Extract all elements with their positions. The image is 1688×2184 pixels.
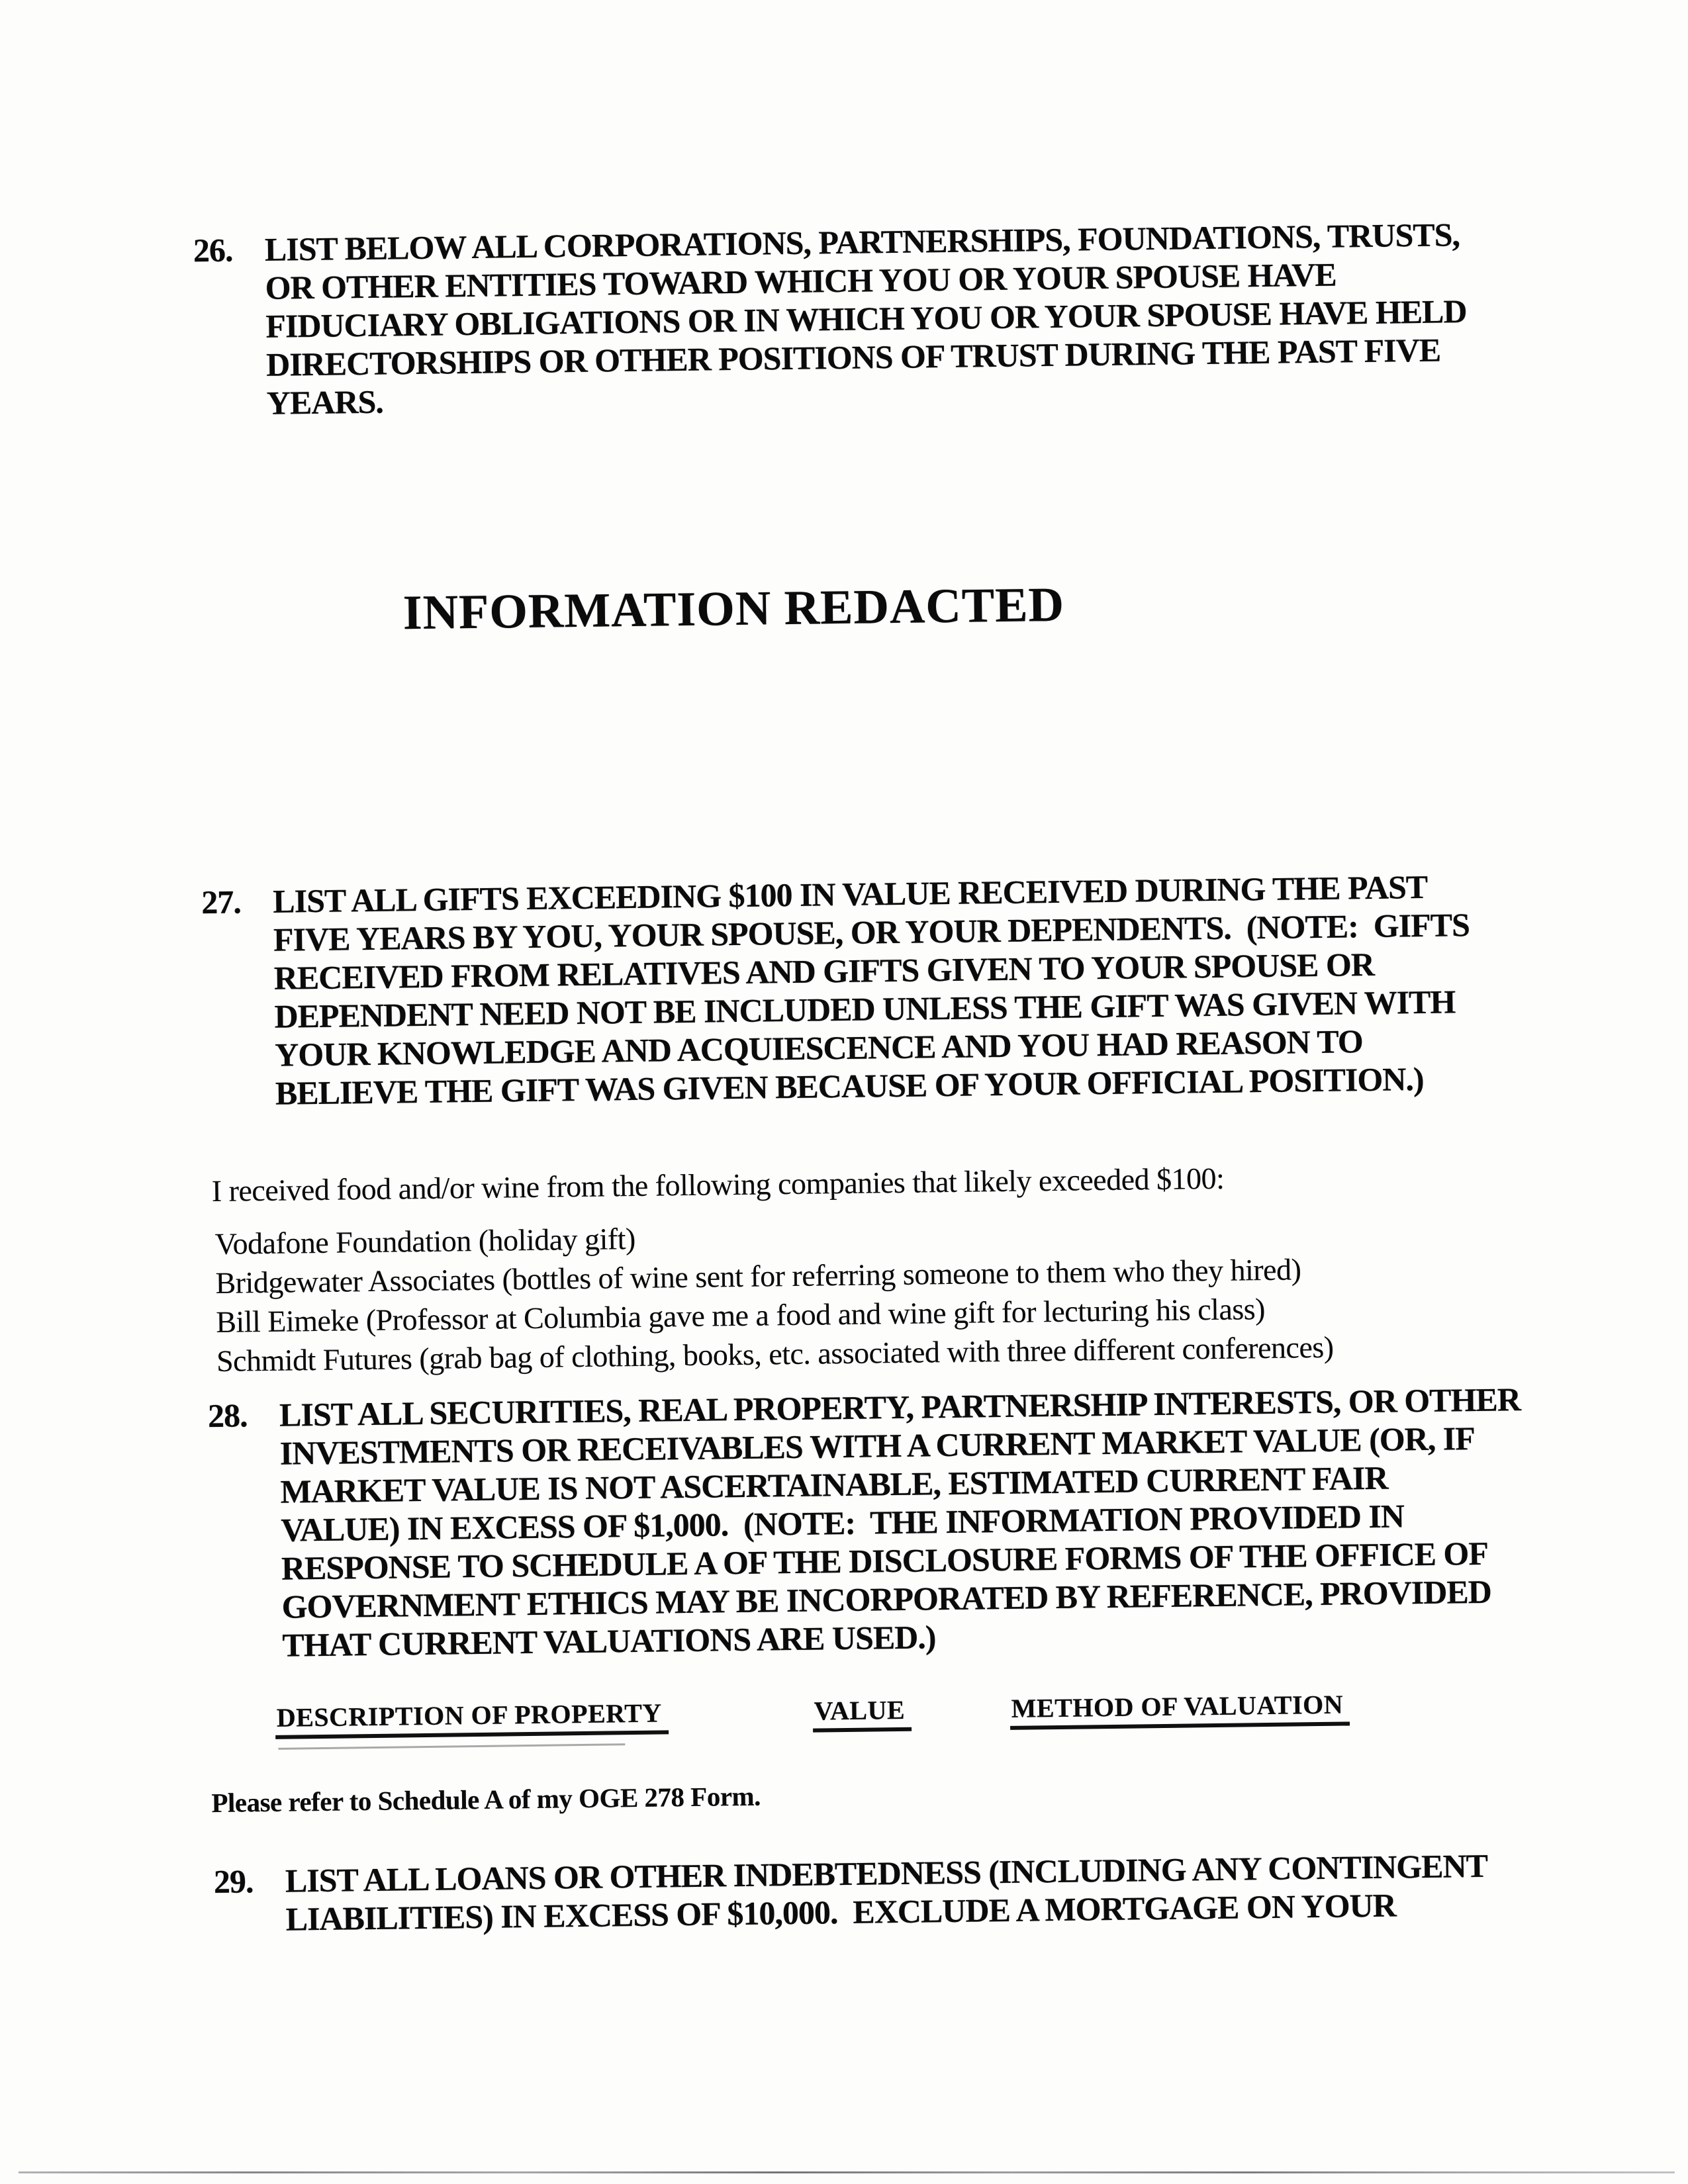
question-line: LIST ALL GIFTS EXCEEDING $100 IN VALUE RECEIVED DURING THE PAST bbox=[272, 868, 1428, 920]
question-line: MARKET VALUE IS NOT ASCERTAINABLE, ESTIMATED CURRENT FAIR bbox=[280, 1459, 1388, 1510]
question-line: LIABILITIES) IN EXCESS OF $10,000. EXCLUDE A MORTGAGE ON YOUR bbox=[285, 1886, 1397, 1938]
column-header-description: DESCRIPTION OF PROPERTY bbox=[275, 1698, 669, 1739]
question-29 bbox=[214, 1846, 1489, 1939]
page-bottom-scan-edge bbox=[19, 2171, 1675, 2173]
question-line: RECEIVED FROM RELATIVES AND GIFTS GIVEN TO YOUR SPOUSE OR bbox=[273, 945, 1375, 997]
gift-list-item: Schmidt Futures (grab bag of clothing, books, etc. associated with three different conferences) bbox=[216, 1330, 1334, 1378]
question-line: DEPENDENT NEED NOT BE INCLUDED UNLESS THE GIFT WAS GIVEN WITH bbox=[274, 983, 1456, 1035]
question-29-number: 29. bbox=[213, 1862, 254, 1901]
question-28 bbox=[208, 1380, 1524, 1665]
question-29-text bbox=[285, 1846, 1489, 1938]
question-line: DIRECTORSHIPS OR OTHER POSITIONS OF TRUST DURING THE PAST FIVE bbox=[265, 331, 1441, 383]
gift-list-item: Vodafone Foundation (holiday gift) bbox=[214, 1221, 636, 1261]
question-line: LIST BELOW ALL CORPORATIONS, PARTNERSHIPS, FOUNDATIONS, TRUSTS, bbox=[264, 216, 1460, 268]
question-27-text bbox=[273, 867, 1472, 1113]
column-header-value: VALUE bbox=[812, 1695, 912, 1733]
gift-list-item: Bill Eimeke (Professor at Columbia gave me a food and wine gift for lecturing his class) bbox=[215, 1292, 1266, 1339]
scan-underline-echo bbox=[278, 1743, 625, 1750]
question-line: YEARS. bbox=[266, 383, 384, 422]
question-line: YOUR KNOWLEDGE AND ACQUIESCENCE AND YOU HAD REASON TO bbox=[274, 1023, 1364, 1073]
information-redacted-stamp: INFORMATION REDACTED bbox=[402, 577, 1065, 641]
column-header-method: METHOD OF VALUATION bbox=[1009, 1689, 1350, 1729]
question-26-number: 26. bbox=[193, 231, 233, 269]
question-28-number: 28. bbox=[207, 1396, 248, 1435]
question-line: INVESTMENTS OR RECEIVABLES WITH A CURRENT MARKET VALUE (OR, IF bbox=[279, 1420, 1476, 1472]
question-28-text bbox=[279, 1380, 1524, 1664]
question-line: FIVE YEARS BY YOU, YOUR SPOUSE, OR YOUR DEPENDENTS. (NOTE: GIFTS bbox=[273, 906, 1470, 958]
question-26-text bbox=[265, 215, 1468, 422]
gift-list-item: Bridgewater Associates (bottles of wine sent for referring someone to them who they hired) bbox=[215, 1252, 1301, 1300]
question-line: GOVERNMENT ETHICS MAY BE INCORPORATED BY REFERENCE, PROVIDED bbox=[281, 1572, 1492, 1625]
gifts-answer-list bbox=[214, 1210, 1333, 1381]
question-27-number: 27. bbox=[201, 883, 242, 921]
question-line: FIDUCIARY OBLIGATIONS OR IN WHICH YOU OR YOUR SPOUSE HAVE HELD bbox=[265, 293, 1467, 345]
gifts-answer-intro: I received food and/or wine from the following companies that likely exceeded $100: bbox=[211, 1161, 1225, 1208]
question-line: RESPONSE TO SCHEDULE A OF THE DISCLOSURE FORMS OF THE OFFICE OF bbox=[281, 1534, 1489, 1587]
question-line: BELIEVE THE GIFT WAS GIVEN BECAUSE OF YOUR OFFICIAL POSITION.) bbox=[275, 1060, 1424, 1112]
question-line: LIST ALL SECURITIES, REAL PROPERTY, PARTNERSHIP INTERESTS, OR OTHER bbox=[279, 1381, 1521, 1433]
question-line: LIST ALL LOANS OR OTHER INDEBTEDNESS (INCLUDING ANY CONTINGENT bbox=[285, 1846, 1488, 1899]
question-27 bbox=[201, 867, 1472, 1113]
question-line: OR OTHER ENTITIES TOWARD WHICH YOU OR YOUR SPOUSE HAVE bbox=[265, 255, 1337, 306]
question-line: VALUE) IN EXCESS OF $1,000. (NOTE: THE INFORMATION PROVIDED IN bbox=[280, 1497, 1405, 1549]
question-line: THAT CURRENT VALUATIONS ARE USED.) bbox=[282, 1618, 936, 1664]
question-26 bbox=[193, 215, 1468, 423]
q28-answer: Please refer to Schedule A of my OGE 278 Form. bbox=[211, 1780, 761, 1819]
